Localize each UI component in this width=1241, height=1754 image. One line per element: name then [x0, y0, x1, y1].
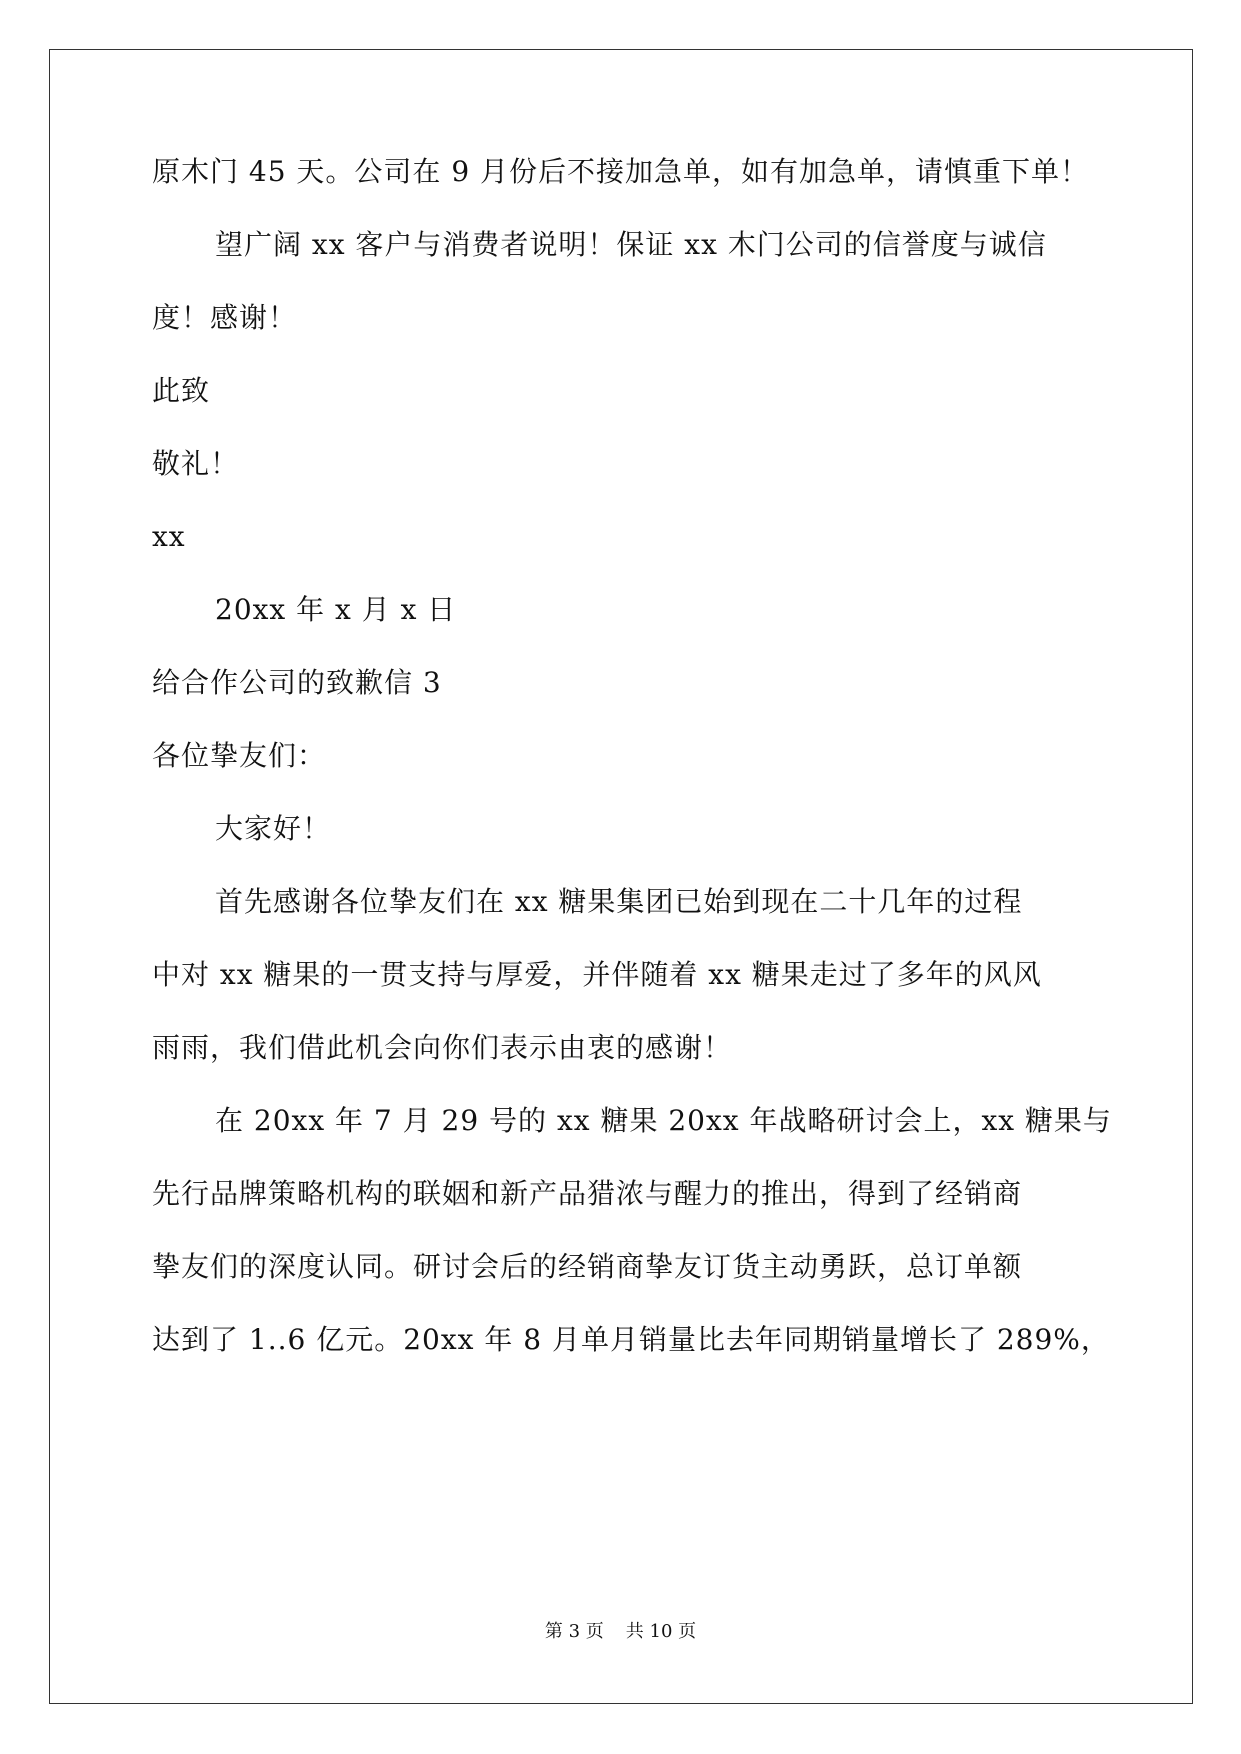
- section-title: 给合作公司的致歉信 3: [152, 666, 442, 699]
- text-line-1: 原木门 45 天。公司在 9 月份后不接加急单，如有加急单，请慎重下单！: [152, 155, 1090, 188]
- text-line-14: 在 20xx 年 7 月 29 号的 xx 糖果 20xx 年战略研讨会上，xx 糖果与: [215, 1104, 1112, 1137]
- text-line-2: 望广阔 xx 客户与消费者说明！保证 xx 木门公司的信誉度与诚信: [215, 228, 1047, 261]
- text-line-16: 挚友们的深度认同。研讨会后的经销商挚友订货主动勇跃，总订单额: [152, 1250, 1023, 1283]
- text-line-13: 雨雨，我们借此机会向你们表示由衷的感谢！: [152, 1031, 733, 1064]
- page-footer: [0, 1620, 1241, 1644]
- signature: xx: [152, 520, 186, 553]
- page-number: 第 3 页: [544, 1621, 604, 1642]
- closing-salutation: 此致: [152, 374, 211, 407]
- text-line-17: 达到了 1..6 亿元。20xx 年 8 月单月销量比去年同期销量增长了 289%，: [152, 1323, 1110, 1356]
- text-line-10: 大家好！: [215, 812, 332, 845]
- text-line-15: 先行品牌策略机构的联姻和新产品猎浓与醒力的推出，得到了经销商: [152, 1177, 1023, 1210]
- text-line-3: 度！感谢！: [152, 301, 298, 334]
- greeting: 各位挚友们：: [152, 739, 327, 772]
- closing-regards: 敬礼！: [152, 447, 240, 480]
- text-line-11: 首先感谢各位挚友们在 xx 糖果集团已始到现在二十几年的过程: [215, 885, 1023, 918]
- text-line-12: 中对 xx 糖果的一贯支持与厚爱，并伴随着 xx 糖果走过了多年的风风: [152, 958, 1042, 991]
- page-total: 共 10 页: [625, 1621, 697, 1642]
- date-line: 20xx 年 x 月 x 日: [215, 593, 457, 626]
